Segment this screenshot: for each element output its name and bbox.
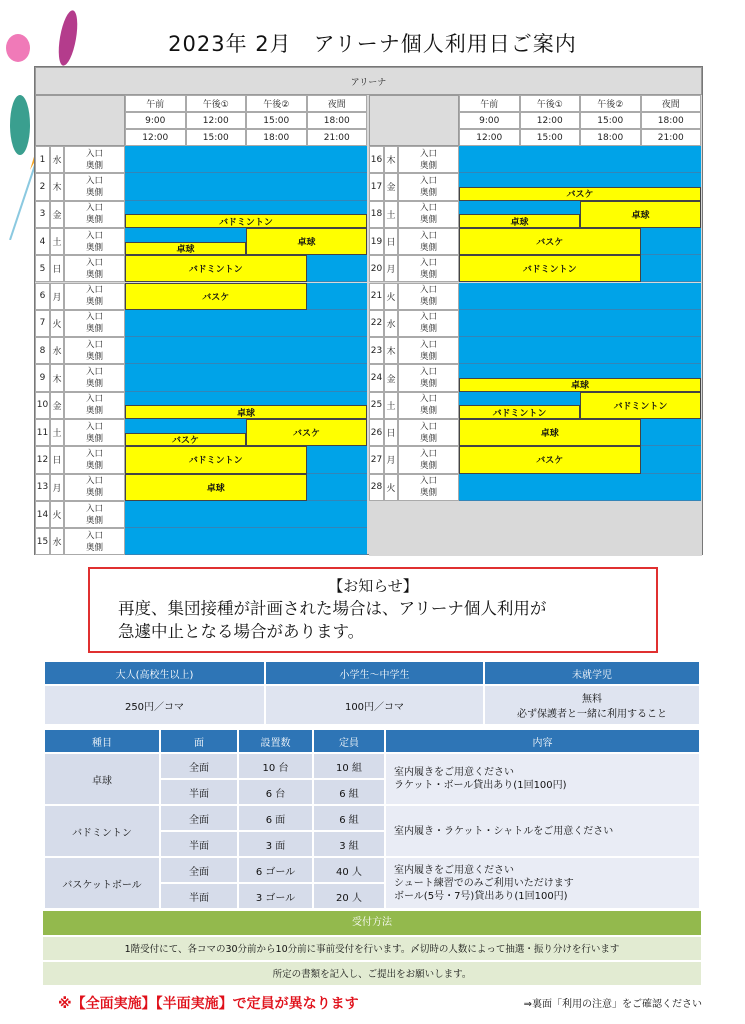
booking-block: 卓球 [246, 228, 367, 255]
court-side: 入口 [85, 339, 103, 350]
court-side: 奥側 [419, 406, 437, 417]
time-slot-end: 18:00 [580, 129, 641, 146]
court-side: 入口 [85, 175, 103, 186]
day-of-week: 水 [384, 310, 398, 337]
capacity: 3 組 [313, 831, 385, 857]
time-slot-name: 午前 [125, 95, 186, 112]
available-slot [125, 337, 367, 364]
capacity: 40 人 [313, 857, 385, 883]
court-side-labels [64, 255, 125, 282]
court-side: 入口 [85, 230, 103, 241]
day-of-week: 土 [50, 228, 64, 255]
booking-block: バスケ [459, 187, 701, 201]
booking-block: バドミントン [580, 392, 701, 419]
court-side: 奥側 [85, 515, 103, 526]
equipment-count: 3 ゴール [238, 883, 313, 909]
reception-line: 所定の書類を記入し、ご提出をお願いします。 [43, 960, 701, 985]
court-type: 全面 [160, 857, 238, 883]
court-side: 奥側 [419, 242, 437, 253]
day-number: 4 [35, 228, 50, 255]
header-blank [369, 95, 459, 146]
court-side: 奥側 [85, 187, 103, 198]
court-side-labels [64, 501, 125, 528]
court-side: 入口 [419, 421, 437, 432]
time-slot-start: 9:00 [459, 112, 520, 129]
court-side: 入口 [85, 203, 103, 214]
court-side-labels [398, 419, 459, 446]
court-side: 入口 [419, 148, 437, 159]
court-side-labels [64, 201, 125, 228]
time-slot-name: 午後② [580, 95, 641, 112]
court-side-labels [398, 255, 459, 282]
day-number: 3 [35, 201, 50, 228]
capacity-warning: ※【全面実施】【半面実施】で定員が異なります [58, 996, 359, 1012]
court-side-labels [64, 173, 125, 200]
available-slot [459, 310, 701, 337]
court-side: 奥側 [85, 460, 103, 471]
fee-header-student: 小学生～中学生 [265, 661, 484, 685]
day-number: 6 [35, 283, 50, 310]
court-type: 半面 [160, 883, 238, 909]
booking-block: バドミントン [125, 214, 367, 228]
booking-block: バドミントン [125, 446, 307, 473]
available-slot [125, 146, 367, 173]
day-number: 1 [35, 146, 50, 173]
court-side: 入口 [419, 339, 437, 350]
day-of-week: 金 [50, 201, 64, 228]
court-side: 奥側 [85, 351, 103, 362]
court-side: 奥側 [419, 269, 437, 280]
court-side: 奥側 [419, 187, 437, 198]
court-side: 入口 [419, 394, 437, 405]
court-side: 入口 [85, 421, 103, 432]
booking-block: 卓球 [459, 378, 701, 392]
court-side: 入口 [419, 230, 437, 241]
fee-adult: 250円／コマ [44, 685, 265, 725]
court-side: 入口 [419, 257, 437, 268]
court-side: 入口 [419, 285, 437, 296]
court-side: 奥側 [85, 379, 103, 390]
day-number: 14 [35, 501, 50, 528]
court-side: 入口 [85, 257, 103, 268]
court-side-labels [64, 310, 125, 337]
day-of-week: 水 [50, 528, 64, 555]
day-of-week: 木 [50, 364, 64, 391]
court-side-labels [64, 364, 125, 391]
booking-block: バスケ [125, 283, 307, 310]
court-side: 奥側 [85, 406, 103, 417]
facility-header: 内容 [385, 729, 700, 753]
day-of-week: 金 [384, 173, 398, 200]
court-side: 入口 [85, 476, 103, 487]
court-side-labels [398, 283, 459, 310]
day-of-week: 水 [50, 337, 64, 364]
court-side: 入口 [419, 312, 437, 323]
facility-table [43, 728, 701, 910]
facility-header: 設置数 [238, 729, 313, 753]
booking-block: 卓球 [459, 214, 580, 228]
sport-description: 室内履きをご用意ください シュート練習でのみご利用いただけます ボール(5号・7号)貸出あり(1回100円) [385, 857, 700, 909]
court-side: 奥側 [85, 215, 103, 226]
court-type: 半面 [160, 779, 238, 805]
equipment-count: 6 面 [238, 805, 313, 831]
sport-description: 室内履きをご用意ください ラケット・ボール貸出あり(1回100円) [385, 753, 700, 805]
capacity: 6 組 [313, 805, 385, 831]
arena-header: アリーナ [35, 67, 702, 95]
reception-section [43, 911, 701, 985]
equipment-count: 3 面 [238, 831, 313, 857]
day-number: 28 [369, 474, 384, 501]
time-slot-name: 午後① [186, 95, 247, 112]
court-side: 入口 [419, 203, 437, 214]
available-slot [459, 283, 701, 310]
equipment-count: 10 台 [238, 753, 313, 779]
court-side: 入口 [85, 285, 103, 296]
court-side: 奥側 [419, 160, 437, 171]
court-side: 入口 [419, 367, 437, 378]
day-of-week: 木 [384, 337, 398, 364]
court-side: 入口 [85, 312, 103, 323]
fee-student: 100円／コマ [265, 685, 484, 725]
court-side-labels [64, 146, 125, 173]
court-side: 入口 [419, 476, 437, 487]
available-slot [459, 337, 701, 364]
equipment-count: 6 ゴール [238, 857, 313, 883]
empty-area [369, 501, 702, 556]
court-side-labels [64, 283, 125, 310]
time-slot-end: 15:00 [186, 129, 247, 146]
reception-heading: 受付方法 [43, 911, 701, 935]
court-side-labels [398, 337, 459, 364]
sport-name: 卓球 [44, 753, 160, 805]
day-of-week: 火 [384, 283, 398, 310]
time-slot-start: 15:00 [580, 112, 641, 129]
page-title: 2023年 2月 アリーナ個人利用日ご案内 [168, 32, 577, 56]
day-number: 12 [35, 446, 50, 473]
court-side: 奥側 [419, 488, 437, 499]
day-number: 7 [35, 310, 50, 337]
day-number: 13 [35, 474, 50, 501]
fee-header-preschool: 未就学児 [484, 661, 700, 685]
notice-heading: 【お知らせ】 [328, 577, 418, 595]
court-side-labels [398, 173, 459, 200]
available-slot [125, 364, 367, 391]
time-slot-start: 18:00 [641, 112, 702, 129]
day-of-week: 月 [50, 283, 64, 310]
court-side: 奥側 [85, 242, 103, 253]
day-number: 24 [369, 364, 384, 391]
court-side: 奥側 [85, 542, 103, 553]
court-side-labels [64, 528, 125, 555]
day-of-week: 日 [384, 228, 398, 255]
fee-preschool: 無料 必ず保護者と一緒に利用すること [484, 685, 700, 725]
day-of-week: 日 [384, 419, 398, 446]
day-of-week: 火 [50, 501, 64, 528]
day-of-week: 月 [50, 474, 64, 501]
booking-block: バドミントン [459, 255, 641, 282]
day-of-week: 日 [50, 446, 64, 473]
facility-header: 定員 [313, 729, 385, 753]
court-side: 入口 [85, 503, 103, 514]
booking-block: 卓球 [125, 242, 246, 256]
time-slot-start: 12:00 [186, 112, 247, 129]
fee-header-adult: 大人(高校生以上) [44, 661, 265, 685]
day-of-week: 火 [50, 310, 64, 337]
court-side-labels [398, 146, 459, 173]
court-side: 奥側 [419, 460, 437, 471]
court-side-labels [398, 364, 459, 391]
day-number: 26 [369, 419, 384, 446]
sport-name: バドミントン [44, 805, 160, 857]
court-side: 入口 [419, 448, 437, 459]
day-of-week: 木 [384, 146, 398, 173]
day-number: 11 [35, 419, 50, 446]
time-slot-name: 夜間 [641, 95, 702, 112]
court-side: 奥側 [85, 488, 103, 499]
court-side: 奥側 [419, 379, 437, 390]
day-of-week: 土 [384, 201, 398, 228]
available-slot [459, 146, 701, 173]
capacity: 20 人 [313, 883, 385, 909]
court-side-labels [398, 392, 459, 419]
day-number: 19 [369, 228, 384, 255]
capacity: 10 組 [313, 753, 385, 779]
day-number: 5 [35, 255, 50, 282]
court-side-labels [64, 392, 125, 419]
court-side: 入口 [85, 530, 103, 541]
available-slot [125, 173, 367, 200]
time-slot-end: 12:00 [125, 129, 186, 146]
capacity: 6 組 [313, 779, 385, 805]
header-blank [35, 95, 125, 146]
day-number: 23 [369, 337, 384, 364]
day-of-week: 日 [50, 255, 64, 282]
day-number: 2 [35, 173, 50, 200]
day-number: 16 [369, 146, 384, 173]
court-side: 奥側 [419, 433, 437, 444]
notice-box [88, 567, 658, 653]
time-slot-start: 12:00 [520, 112, 581, 129]
booking-block: バスケ [246, 419, 367, 446]
court-side-labels [64, 337, 125, 364]
time-slot-end: 21:00 [641, 129, 702, 146]
court-side-labels [64, 474, 125, 501]
notice-line: 再度、集団接種が計画された場合は、アリーナ個人利用が [118, 599, 547, 618]
court-side: 奥側 [85, 324, 103, 335]
arena-schedule [34, 66, 703, 555]
day-number: 18 [369, 201, 384, 228]
day-number: 21 [369, 283, 384, 310]
day-of-week: 月 [384, 446, 398, 473]
day-number: 17 [369, 173, 384, 200]
court-side: 入口 [85, 367, 103, 378]
available-slot [125, 528, 367, 555]
day-of-week: 月 [384, 255, 398, 282]
booking-block: バドミントン [125, 255, 307, 282]
court-type: 全面 [160, 753, 238, 779]
day-of-week: 水 [50, 146, 64, 173]
available-slot [125, 501, 367, 528]
time-slot-start: 18:00 [307, 112, 368, 129]
equipment-count: 6 台 [238, 779, 313, 805]
day-of-week: 土 [384, 392, 398, 419]
reception-line: 1階受付にて、各コマの30分前から10分前に事前受付を行います。〆切時の人数によって抽選・振り分けを行います [43, 935, 701, 960]
court-side: 奥側 [419, 215, 437, 226]
court-side: 入口 [85, 448, 103, 459]
court-side-labels [64, 228, 125, 255]
court-side: 入口 [85, 148, 103, 159]
court-side-labels [64, 419, 125, 446]
court-side: 奥側 [419, 324, 437, 335]
booking-block: 卓球 [459, 419, 641, 446]
fee-table [43, 660, 701, 726]
booking-block: 卓球 [125, 474, 307, 501]
available-slot [125, 310, 367, 337]
court-side: 入口 [419, 175, 437, 186]
time-slot-end: 21:00 [307, 129, 368, 146]
day-number: 22 [369, 310, 384, 337]
sport-description: 室内履き・ラケット・シャトルをご用意ください [385, 805, 700, 857]
back-page-reference: ⇒裏面「利用の注意」をご確認ください [523, 999, 702, 1010]
notice-body [118, 597, 546, 643]
court-side-labels [398, 201, 459, 228]
day-number: 15 [35, 528, 50, 555]
court-side-labels [398, 474, 459, 501]
time-slot-end: 15:00 [520, 129, 581, 146]
day-of-week: 金 [384, 364, 398, 391]
time-slot-name: 午前 [459, 95, 520, 112]
time-slot-name: 午後② [246, 95, 307, 112]
time-slot-start: 15:00 [246, 112, 307, 129]
sport-name: バスケットボール [44, 857, 160, 909]
court-side: 奥側 [85, 160, 103, 171]
court-side-labels [398, 446, 459, 473]
booking-block: バスケ [459, 446, 641, 473]
day-of-week: 火 [384, 474, 398, 501]
booking-block: バスケ [459, 228, 641, 255]
booking-block: 卓球 [125, 405, 367, 419]
notice-line: 急遽中止となる場合があります。 [118, 622, 365, 641]
court-side: 奥側 [85, 269, 103, 280]
court-side-labels [398, 228, 459, 255]
time-slot-name: 午後① [520, 95, 581, 112]
day-number: 8 [35, 337, 50, 364]
day-number: 25 [369, 392, 384, 419]
day-of-week: 土 [50, 419, 64, 446]
booking-block: バドミントン [459, 405, 580, 419]
court-side: 奥側 [85, 297, 103, 308]
day-of-week: 木 [50, 173, 64, 200]
day-number: 10 [35, 392, 50, 419]
day-of-week: 金 [50, 392, 64, 419]
time-slot-end: 12:00 [459, 129, 520, 146]
facility-header: 種目 [44, 729, 160, 753]
time-slot-end: 18:00 [246, 129, 307, 146]
booking-block: 卓球 [580, 201, 701, 228]
day-number: 9 [35, 364, 50, 391]
court-side: 奥側 [85, 433, 103, 444]
day-number: 27 [369, 446, 384, 473]
court-side: 入口 [85, 394, 103, 405]
available-slot [459, 474, 701, 501]
court-side: 奥側 [419, 297, 437, 308]
booking-block: バスケ [125, 433, 246, 447]
court-type: 全面 [160, 805, 238, 831]
day-number: 20 [369, 255, 384, 282]
court-side: 奥側 [419, 351, 437, 362]
court-type: 半面 [160, 831, 238, 857]
court-side-labels [398, 310, 459, 337]
time-slot-name: 夜間 [307, 95, 368, 112]
court-side-labels [64, 446, 125, 473]
facility-header: 面 [160, 729, 238, 753]
time-slot-start: 9:00 [125, 112, 186, 129]
